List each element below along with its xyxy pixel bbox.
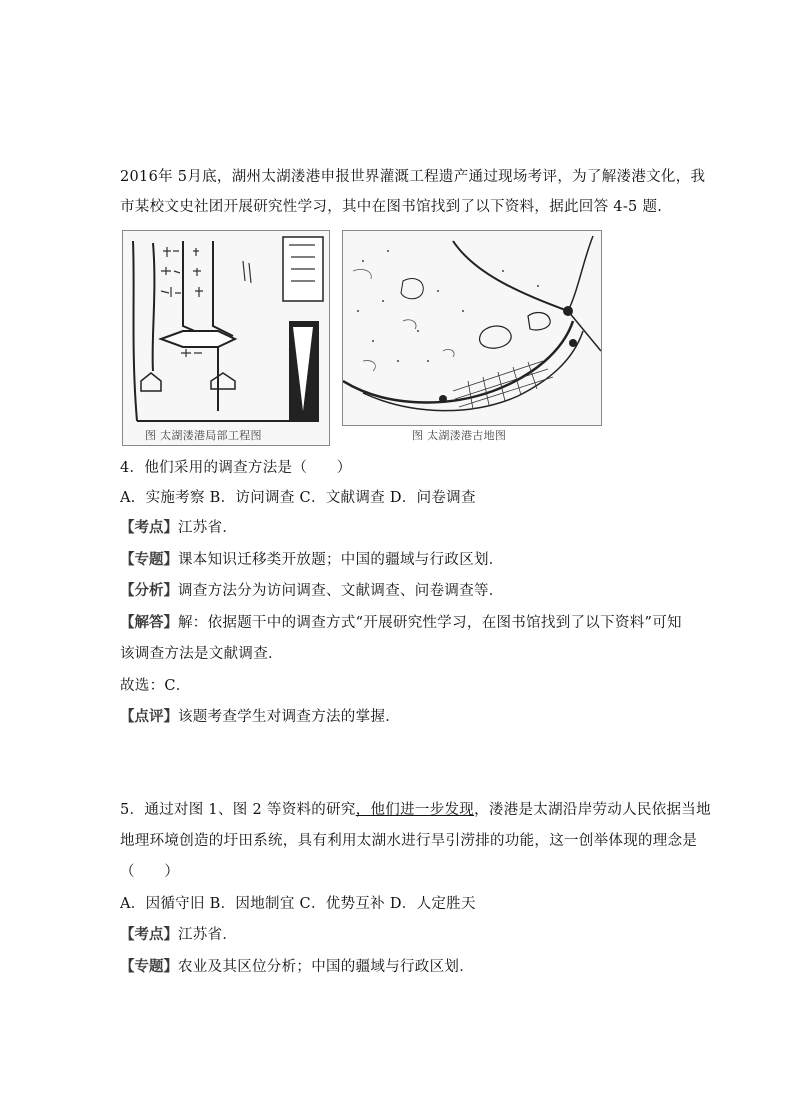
figure-2-map bbox=[343, 231, 601, 425]
q4-jieda-1: 【解答】解：依据题干中的调查方式“开展研究性学习，在图书馆找到了以下资料”可知 bbox=[120, 614, 682, 631]
q5-kaodian: 【考点】江苏省． bbox=[120, 926, 238, 943]
q4-dianping: 【点评】该题考查学生对调查方法的掌握． bbox=[120, 708, 400, 725]
q4-zhuanti: 【专题】课本知识迁移类开放题；中国的疆域与行政区划． bbox=[120, 551, 504, 568]
intro-line-2: 市某校文史社团开展研究性学习，其中在图书馆找到了以下资料，据此回答 4-5 题. bbox=[120, 199, 663, 215]
q5-stem-3: （ ） bbox=[120, 864, 180, 880]
q5-zhuanti: 【专题】农业及其区位分析；中国的疆域与行政区划． bbox=[120, 958, 474, 975]
q4-stem: 4．他们采用的调查方法是（ ） bbox=[120, 460, 352, 476]
q4-jieda-2: 该调查方法是文献调查． bbox=[120, 646, 283, 662]
figure-2 bbox=[342, 230, 602, 426]
intro-line-1: 2016年 5月底，湖州太湖溇港申报世界灌溉工程遗产通过现场考评，为了解溇港文化，我 bbox=[120, 169, 706, 185]
figure-1 bbox=[122, 230, 330, 446]
figure-1-sketch bbox=[123, 231, 329, 445]
q5-options: A．因循守旧 B．因地制宜 C．优势互补 D．人定胜天 bbox=[120, 896, 476, 912]
q4-answer: 故选：C． bbox=[120, 678, 191, 694]
q5-stem-1: 5．通过对图 1、图 2 等资料的研究，他们进一步发现，溇港是太湖沿岸劳动人民依据当地 bbox=[120, 802, 711, 818]
q5-stem-2: 地理环境创造的圩田系统，具有利用太湖水进行旱引涝排的功能，这一创举体现的理念是 bbox=[120, 833, 698, 849]
figure-1-caption: 图 太湖溇港局部工程图 bbox=[145, 429, 262, 442]
q4-fenxi: 【分析】调查方法分为访问调查、文献调查、问卷调查等． bbox=[120, 582, 504, 599]
q4-options: A．实施考察 B．访问调查 C．文献调查 D．问卷调查 bbox=[120, 490, 476, 506]
q4-kaodian: 【考点】江苏省． bbox=[120, 519, 238, 536]
figure-2-caption: 图 太湖溇港古地图 bbox=[412, 429, 507, 442]
